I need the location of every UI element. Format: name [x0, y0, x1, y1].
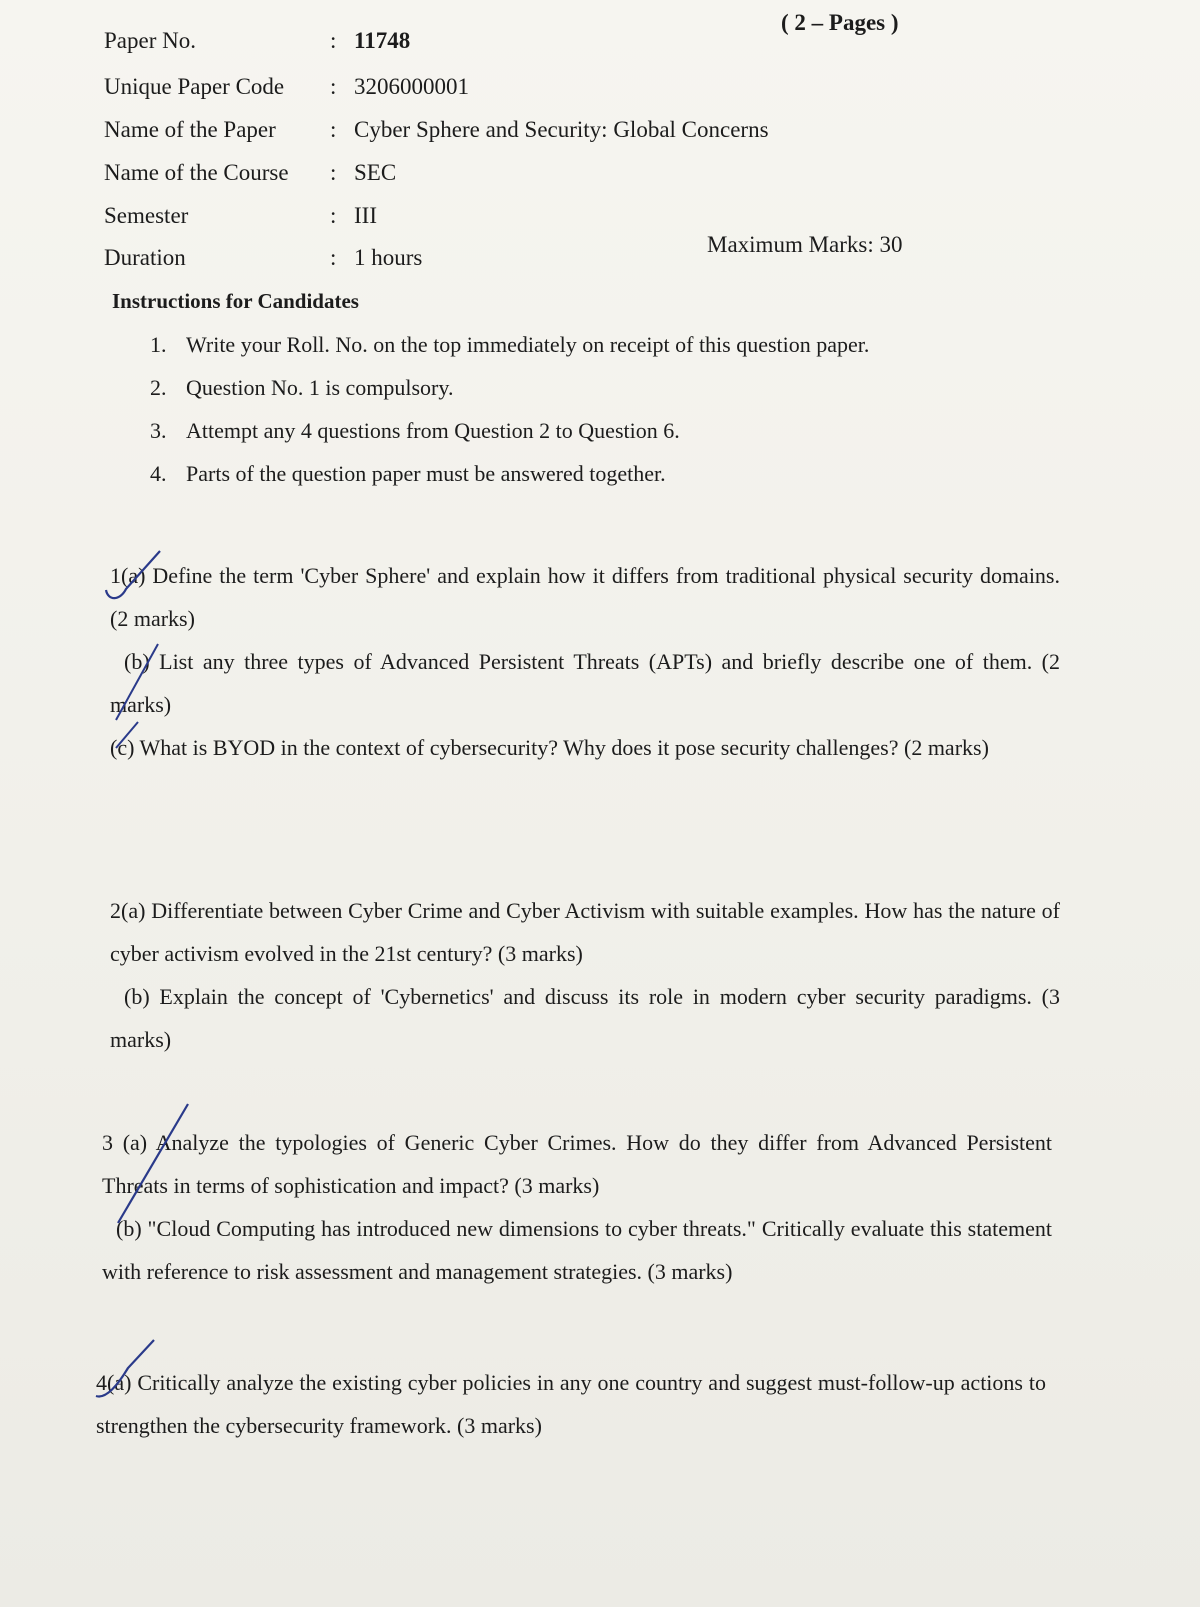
- meta-row-semester: Semester : III: [104, 201, 377, 231]
- question-part: (b) Explain the concept of 'Cybernetics' and discuss its role in modern cyber security paradigms. (3 marks): [110, 984, 1060, 1052]
- meta-row-course-name: Name of the Course : SEC: [104, 158, 396, 188]
- question-4: [96, 1361, 1046, 1447]
- instructions-title: Instructions for Candidates: [112, 289, 359, 313]
- meta-row-paper-code: Unique Paper Code : 3206000001: [104, 72, 469, 102]
- meta-label: Name of the Paper: [104, 117, 276, 142]
- paper-code: 3206000001: [354, 74, 469, 99]
- question-3: [102, 1121, 1052, 1293]
- paper-name: Cyber Sphere and Security: Global Concerns: [354, 117, 769, 142]
- question-part: 2(a) Differentiate between Cyber Crime and Cyber Activism with suitable examples. How has the nature of cyber activism evolved in the 21st century? (3 marks): [110, 898, 1060, 966]
- meta-label: Paper No.: [104, 28, 196, 53]
- meta-label: Duration: [104, 245, 186, 270]
- meta-label: Name of the Course: [104, 160, 289, 185]
- course-name: SEC: [354, 160, 397, 185]
- question-part: 3 (a) Analyze the typologies of Generic Cyber Crimes. How do they differ from Advanced Persistent Threats in terms of sophistication and impact? (3 marks): [102, 1130, 1052, 1198]
- instructions-list: [150, 330, 869, 502]
- duration: 1 hours: [354, 245, 423, 270]
- instruction-item: 3. Attempt any 4 questions from Question 2 to Question 6.: [150, 418, 680, 443]
- instruction-item: 1. Write your Roll. No. on the top immediately on receipt of this question paper.: [150, 332, 870, 357]
- maximum-marks: Maximum Marks: 30: [707, 232, 903, 257]
- page-count-label: ( 2 – Pages ): [781, 10, 899, 35]
- question-2: [110, 889, 1060, 1061]
- instruction-item: 4. Parts of the question paper must be answered together.: [150, 461, 666, 486]
- meta-label: Semester: [104, 203, 189, 228]
- question-part: (b) "Cloud Computing has introduced new dimensions to cyber threats." Critically evaluate this statement with reference to risk assessment and management strategies. (3 marks): [102, 1216, 1052, 1284]
- question-part: 4(a) Critically analyze the existing cyber policies in any one country and suggest must-follow-up actions to strengthen the cybersecurity framework. (3 marks): [96, 1370, 1046, 1438]
- meta-label: Unique Paper Code: [104, 74, 285, 99]
- instruction-item: 2. Question No. 1 is compulsory.: [150, 375, 454, 400]
- question-part: (c) What is BYOD in the context of cybersecurity? Why does it pose security challenges? (2 marks): [110, 735, 989, 760]
- question-part: (b) List any three types of Advanced Persistent Threats (APTs) and briefly describe one of them. (2 marks): [110, 649, 1060, 717]
- question-part: 1(a) Define the term 'Cyber Sphere' and explain how it differs from traditional physical security domains. (2 marks): [110, 563, 1060, 631]
- meta-row-paper-no: Paper No. : 11748: [104, 26, 410, 56]
- paper-number: 11748: [354, 28, 411, 53]
- meta-row-duration: Duration : 1 hours: [104, 243, 422, 273]
- meta-row-paper-name: Name of the Paper : Cyber Sphere and Security: Global Concerns: [104, 115, 769, 145]
- semester: III: [354, 203, 377, 228]
- question-1: [110, 554, 1060, 769]
